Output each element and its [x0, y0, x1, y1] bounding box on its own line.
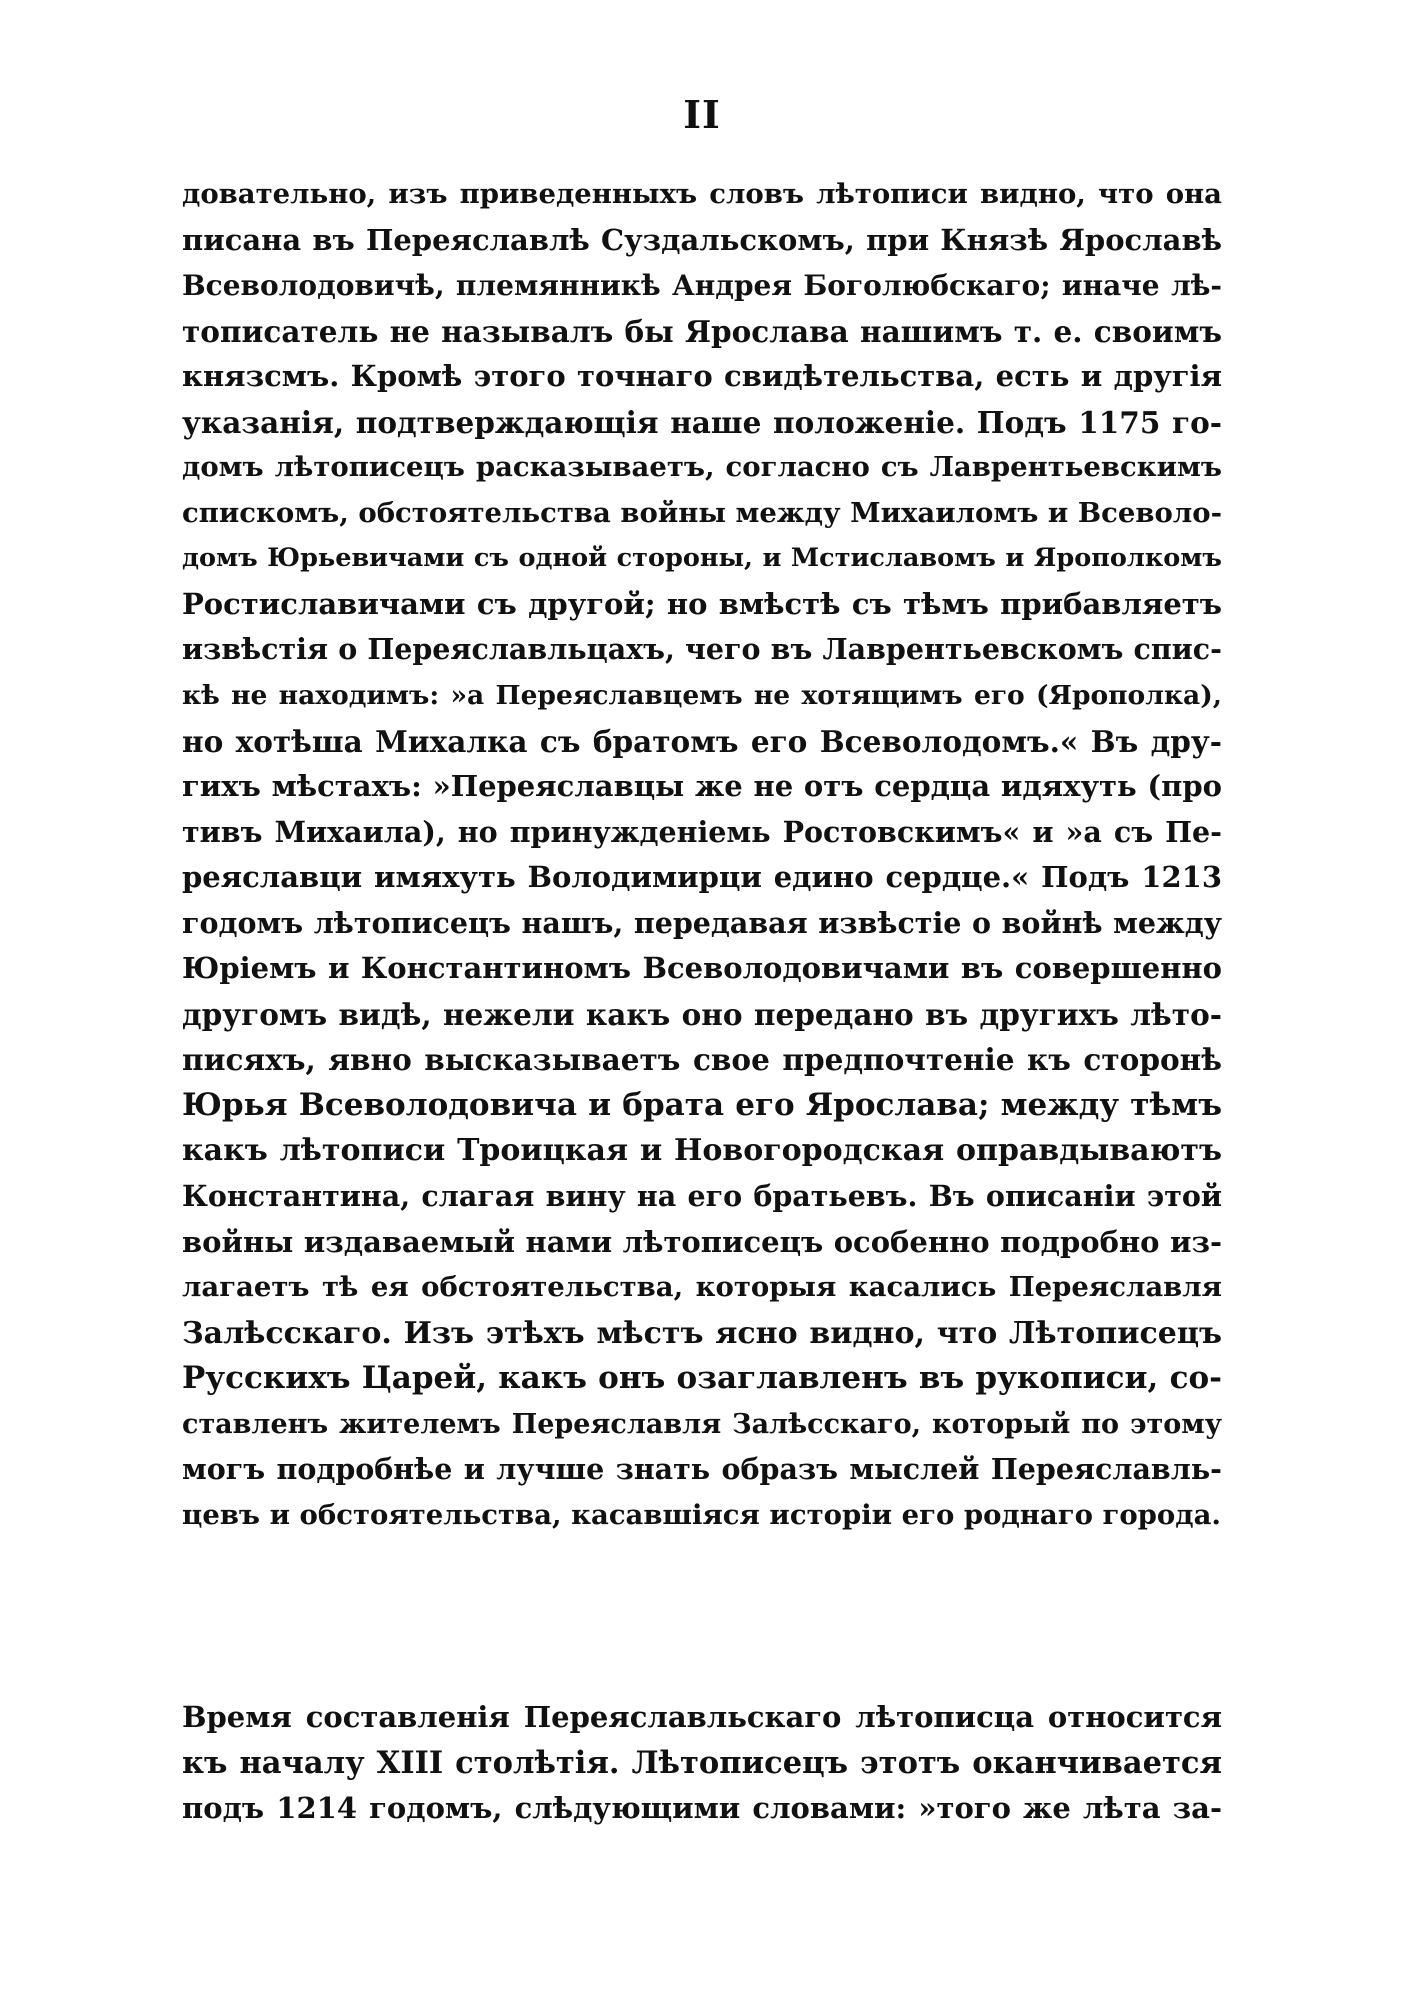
- text-line: князсмъ. Кромѣ этого точнаго свидѣтельства, есть и другія: [182, 359, 1222, 394]
- text-line: но хотѣша Михалка съ братомъ его Всеволодомъ.« Въ дру-: [182, 723, 1222, 759]
- text-line: другомъ видѣ, нежели какъ оно передано въ другихъ лѣто-: [182, 996, 1222, 1032]
- text-line: реяславци имяхуть Володимирци едино сердце.« Подъ 1213: [182, 860, 1222, 895]
- text-line: Константина, слагая вину на его братьевъ. Въ описаніи этой: [182, 1179, 1222, 1214]
- text-line: Залѣсскаго. Изъ этѣхъ мѣстъ ясно видно, что Лѣтописецъ: [182, 1315, 1222, 1351]
- text-line: писяхъ, явно высказываетъ свое предпочтеніе къ сторонѣ: [182, 1042, 1222, 1078]
- text-line: Юріемъ и Константиномъ Всеволодовичами въ совершенно: [182, 951, 1222, 986]
- text-line: тописатель не называлъ бы Ярослава нашимъ т. е. своимъ: [182, 313, 1222, 349]
- text-line: могъ подробнѣе и лучше знать образъ мыслей Переяславль-: [182, 1452, 1222, 1487]
- text-line: тивъ Михаила), но принужденіемь Ростовскимъ« и »а съ Пе-: [182, 814, 1222, 849]
- text-line: спискомъ, обстоятельства войны между Михаиломъ и Всеволо-: [182, 496, 1222, 529]
- paragraph-1: [182, 172, 1222, 1538]
- text-line: ставленъ жителемъ Переяславля Залѣсскаго, который по этому: [182, 1408, 1222, 1440]
- text-line: довательно, изъ приведенныхъ словъ лѣтописи видно, что она: [182, 178, 1222, 210]
- text-line: подъ 1214 годомъ, слѣдующими словами: »того же лѣта за-: [182, 1791, 1222, 1826]
- text-line: Всеволодовичѣ, племянникѣ Андрея Боголюбскаго; иначе лѣ-: [182, 269, 1222, 303]
- text-line: кѣ не находимъ: »а Переяславцемъ не хотящимъ его (Ярополка),: [182, 680, 1222, 712]
- text-line: писана въ Переяславлѣ Суздальскомъ, при Князѣ Ярославѣ: [182, 222, 1222, 257]
- paragraph-2: [182, 1695, 1222, 1832]
- text-line: Русскихъ Царей, какъ онъ озаглавленъ въ рукописи, со-: [182, 1360, 1222, 1397]
- text-line: гихъ мѣстахъ: »Переяславцы же не отъ сердца идяхуть (про: [182, 769, 1222, 804]
- text-line: войны издаваемый нами лѣтописецъ особенно подробно из-: [182, 1224, 1222, 1259]
- text-line: извѣстія о Переяславльцахъ, чего въ Лаврентьевскомъ спис-: [182, 632, 1222, 667]
- page-number: II: [683, 92, 721, 137]
- text-line: Ростиславичами съ другой; но вмѣстѣ съ тѣмъ прибавляетъ: [182, 586, 1222, 621]
- text-line: домъ Юрьевичами съ одной стороны, и Мстиславомъ и Ярополкомъ: [182, 543, 1222, 574]
- text-line: къ началу XIII столѣтія. Лѣтописецъ этотъ оканчивается: [182, 1744, 1222, 1781]
- text-line: Юрья Всеволодовича и брата его Ярослава; между тѣмъ: [182, 1086, 1222, 1123]
- text-line: Время составленія Переяславльскаго лѣтописца относится: [182, 1700, 1222, 1734]
- text-line: какъ лѣтописи Троицкая и Новогородская оправдываютъ: [182, 1133, 1222, 1169]
- text-line: указанія, подтверждающія наше положеніе. Подъ 1175 го-: [182, 404, 1222, 440]
- text-line: домъ лѣтописецъ расказываетъ, согласно съ Лаврентьевскимъ: [182, 451, 1222, 484]
- text-line: годомъ лѣтописецъ нашъ, передавая извѣстіе о войнѣ между: [182, 905, 1222, 940]
- text-line: лагаетъ тѣ ея обстоятельства, которыя касались Переяславля: [182, 1271, 1222, 1304]
- text-line: цевъ и обстоятельства, касавшіяся исторіи его роднаго города.: [182, 1498, 1221, 1531]
